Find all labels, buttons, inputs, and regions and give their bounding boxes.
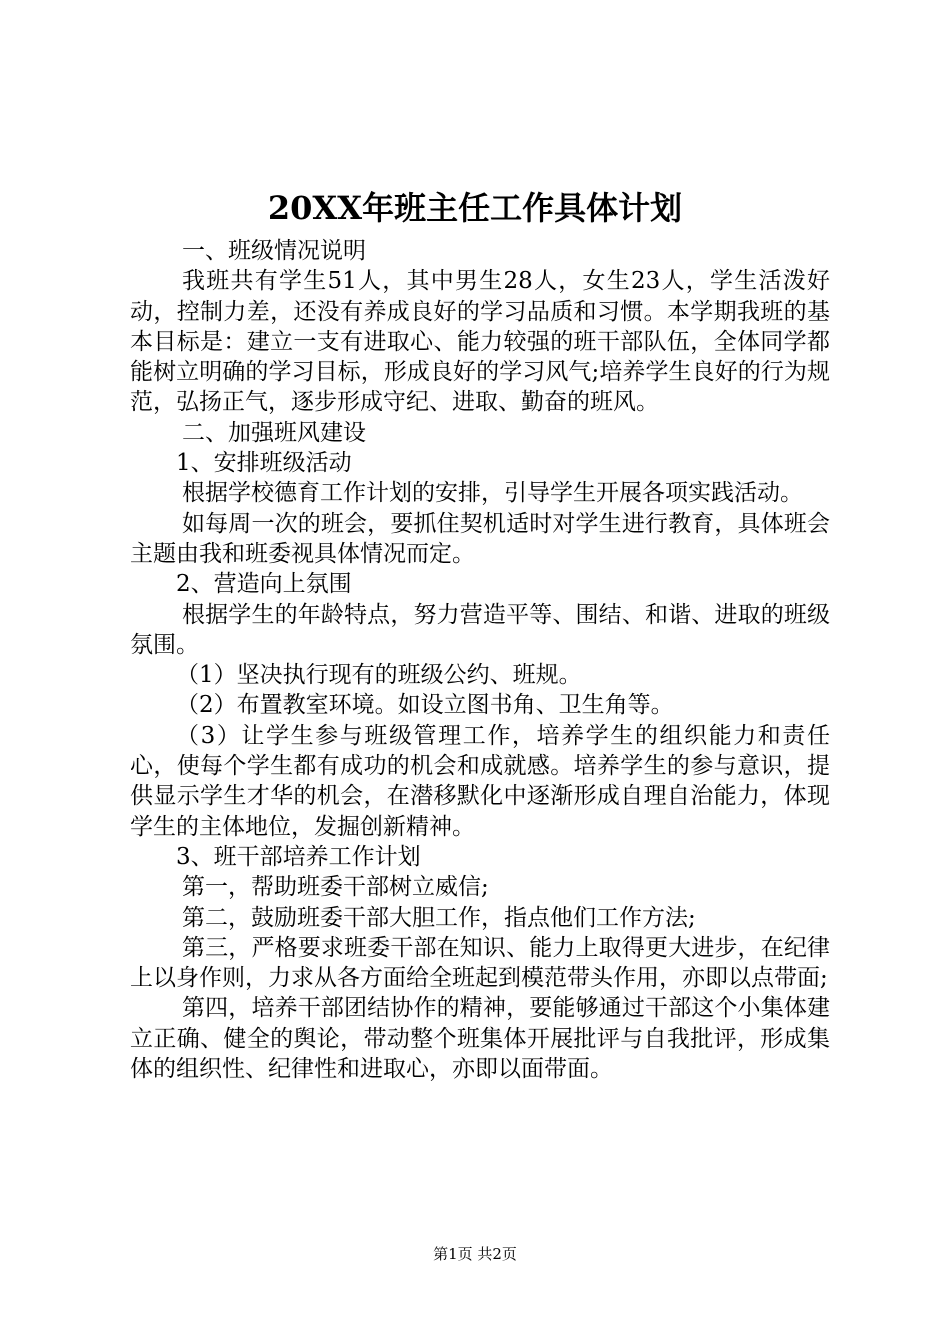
paragraph-class-overview: 我班共有学生51人，其中男生28人，女生23人，学生活泼好动，控制力差，还没有养成良好的学习品质和习惯。本学期我班的基本目标是：建立一支有进取心、能力较强的班干部队伍，全体同学都能树立明确的学习目标，形成良好的学习风气;培养学生良好的行为规范，弘扬正气，逐步形成守纪、进取、勤奋的班风。 bbox=[130, 268, 830, 416]
document-title: 20XX年班主任工作具体计划 bbox=[267, 189, 683, 227]
paragraph-third: 第三，严格要求班委干部在知识、能力上取得更大进步，在纪律上以身作则，力求从各方面给全班起到模范带头作用，亦即以点带面; bbox=[130, 934, 830, 992]
paragraph-activities: 根据学校德育工作计划的安排，引导学生开展各项实践活动。 bbox=[182, 480, 803, 507]
paragraph-second: 第二，鼓励班委干部大胆工作，指点他们工作方法; bbox=[182, 904, 696, 931]
document-body bbox=[130, 236, 830, 1084]
list-item-3: （3）让学生参与班级管理工作，培养学生的组织能力和责任心，使每个学生都有成功的机会和成就感。培养学生的参与意识，提供显示学生才华的机会，在潜移默化中逐渐形成自理自治能力，体现学生的主体地位，发掘创新精神。 bbox=[130, 722, 830, 840]
subheading-cadre-training: 3、班干部培养工作计划 bbox=[176, 843, 421, 870]
section-heading-2: 二、加强班风建设 bbox=[182, 419, 366, 446]
subheading-atmosphere: 2、营造向上氛围 bbox=[176, 571, 352, 598]
subheading-activities: 1、安排班级活动 bbox=[176, 450, 352, 477]
paragraph-first: 第一，帮助班委干部树立威信; bbox=[182, 874, 489, 901]
page-footer: 第1页 共2页 bbox=[433, 1245, 517, 1263]
list-item-1: （1）坚决执行现有的班级公约、班规。 bbox=[176, 662, 582, 689]
paragraph-atmosphere: 根据学生的年龄特点，努力营造平等、围结、和谐、进取的班级氛围。 bbox=[130, 601, 830, 658]
paragraph-class-meeting: 如每周一次的班会，要抓住契机适时对学生进行教育，具体班会主题由我和班委视具体情况而定。 bbox=[130, 510, 830, 567]
section-heading-1: 一、班级情况说明 bbox=[182, 238, 366, 264]
list-item-2: （2）布置教室环境。如设立图书角、卫生角等。 bbox=[176, 692, 674, 719]
paragraph-fourth: 第四，培养干部团结协作的精神，要能够通过干部这个小集体建立正确、健全的舆论，带动整个班集体开展批评与自我批评，形成集体的组织性、纪律性和进取心，亦即以面带面。 bbox=[130, 995, 830, 1083]
